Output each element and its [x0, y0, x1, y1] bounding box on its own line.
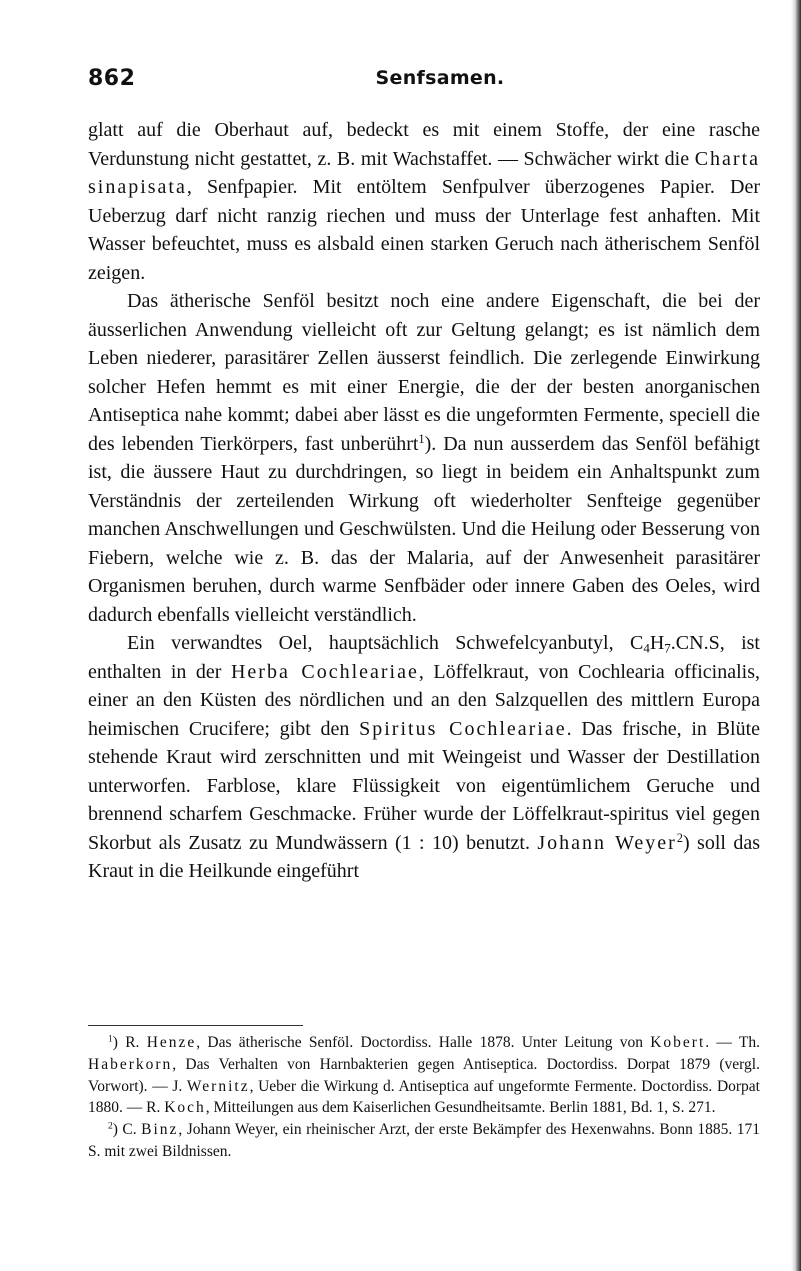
fn1-name-5: Koch	[164, 1099, 206, 1117]
p3-text-c: .CN.S, ist enthalten in der	[88, 632, 760, 683]
p2-text: Das ätherische Senföl besitzt noch eine andere Eigenschaft, die bei der äusserlichen Anwendung vielleicht oft zur Geltung gelangt; es ist nämlich dem Leben niederer, parasitärer Zellen äusserst feindlich. Die zerlegende Einwirkung solcher Hefen hemmt es mit einer Energie, die der der besten anorganischen Antiseptica nahe kommt; dabei aber lässt es die ungeformten Fermente, speciell die des lebenden Tierkörpers, fast unberührt	[88, 290, 760, 455]
footnote-1	[88, 1032, 760, 1119]
p3-text-d: , Löffelkraut, von Cochlearia officinalis, einer an den Küsten des nördlichen und an den Salzquellen des mittlern Europa heimischen Crucifere; gibt den	[88, 660, 760, 740]
fn1-name-4: Wernitz	[186, 1077, 250, 1095]
fn1-text-c: . — Th.	[705, 1034, 760, 1051]
page-edge-shadow	[791, 0, 801, 1271]
p2-text-end: ). Da nun ausserdem das Senföl befähigt ist, die äussere Haut zu durchdringen, so liegt in beidem ein Anhaltspunkt zum Verständnis der zerteilenden Wirkung oft wiederholter Senfteige gegenüber manchen Anschwellungen und Geschwülsten. Und die Heilung oder Besserung von Fiebern, welche wie z. B. das der Malaria, auf der Anwesenheit parasitärer Organismen beruhen, durch warme Senfbäder oder innere Gaben des Oeles, wird dadurch ebenfalls vielleicht verständlich.	[88, 432, 760, 626]
footnote-ref-2: 2	[676, 830, 683, 845]
fn2-text-a: ) C.	[112, 1121, 142, 1139]
page-header	[0, 66, 801, 106]
footnote-2-mark: 2	[108, 1120, 113, 1132]
fn2-name-1: Binz	[141, 1121, 179, 1139]
formula-sub-2: 7	[664, 640, 671, 656]
page-number: 862	[88, 66, 136, 91]
fn1-name-1: Henze	[146, 1034, 197, 1051]
paragraph-1	[88, 116, 760, 287]
running-title: Senfsamen.	[375, 67, 505, 89]
p3-text-a: Ein verwandtes Oel, hauptsächlich Schwefelcyanbutyl, C	[127, 632, 644, 654]
fn1-name-3: Haberkorn	[88, 1055, 173, 1073]
footnote-2	[88, 1119, 760, 1163]
p3-text-e: . Das frische, in Blüte stehende Kraut wird zerschnitten und mit Weingeist und Wasser der Destillation unterworfen. Farblose, klare Flüssigkeit von eigentümlichem Geruche und brennend scharfem Geschmacke. Früher wurde der Löffelkraut-spiritus viel gegen Skorbut als Zusatz zu Mundwässern (1 : 10) benutzt.	[88, 717, 760, 854]
formula-sub-1: 4	[643, 640, 650, 656]
p3-spaced-term-2: Spiritus Cochleariae	[359, 717, 567, 740]
p3-text-b: H	[649, 632, 665, 654]
fn1-text-f: , Mitteilungen aus dem Kaiserlichen Gesundheitsamte. Berlin 1881, Bd. 1, S. 271.	[205, 1099, 716, 1117]
main-text	[88, 116, 760, 886]
footnote-ref-1: 1	[418, 431, 425, 446]
paragraph-3	[88, 629, 760, 886]
paragraph-2	[88, 287, 760, 629]
fn2-text-b: , Johann Weyer, ein rheinischer Arzt, der erste Bekämpfer des Hexenwahns. Bonn 1885. 171 S. mit zwei Bildnissen.	[88, 1121, 761, 1160]
fn1-text-e: , Ueber die Wirkung d. Antiseptica auf ungeformte Fermente. Doctordiss. Dorpat 1880. — R.	[88, 1077, 760, 1117]
p3-spaced-term-1: Herba Cochleariae	[230, 660, 419, 683]
fn1-text-a: ) R.	[112, 1034, 147, 1051]
fn1-text-d: , Das Verhalten von Harnbakterien gegen Antiseptica. Doctordiss. Dorpat 1879 (vergl. Vorwort). — J.	[88, 1055, 760, 1095]
fn1-text-b: , Das ätherische Senföl. Doctordiss. Halle 1878. Unter Leitung von	[196, 1034, 651, 1051]
p1-spaced-term: Charta sinapisata	[88, 147, 760, 198]
footnote-rule	[88, 1025, 303, 1026]
fn1-name-2: Kobert	[650, 1034, 706, 1051]
footnotes	[88, 1032, 760, 1163]
p1-text-end: , Senfpapier. Mit entöltem Senfpulver überzogenes Papier. Der Ueberzug darf nicht ranzig riechen und muss der Unterlage fest anhaften. Mit Wasser befeuchtet, muss es alsbald einen starken Geruch nach ätherischem Senföl zeigen.	[88, 176, 760, 284]
footnote-1-mark: 1	[108, 1033, 113, 1045]
p1-text: glatt auf die Oberhaut auf, bedeckt es mit einem Stoffe, der eine rasche Verdunstung nicht gestattet, z. B. mit Wachstaffet. — Schwächer wirkt die	[88, 119, 760, 170]
p3-text-f: ) soll das Kraut in die Heilkunde eingeführt	[88, 831, 760, 882]
p3-spaced-name: Johann Weyer	[537, 831, 677, 854]
